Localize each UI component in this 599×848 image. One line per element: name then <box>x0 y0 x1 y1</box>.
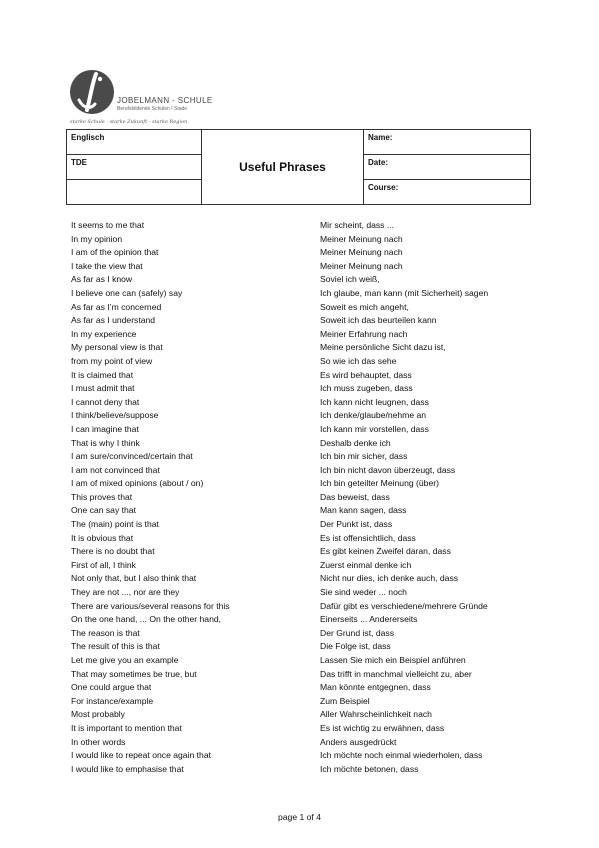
phrase-row <box>71 396 531 410</box>
phrase-row <box>71 736 531 750</box>
phrase-german: Es wird behauptet, dass <box>320 369 412 380</box>
phrase-english: The reason is that <box>71 627 140 638</box>
phrase-english: As far as I know <box>71 274 133 285</box>
phrase-german: Sie sind weder ... noch <box>320 587 407 598</box>
phrase-german: Ich möchte betonen, dass <box>320 763 419 774</box>
logo-slogan: starke Schule - starke Zukunft - starke Region <box>70 119 188 125</box>
phrase-german: Es ist offensichtlich, dass <box>320 532 416 543</box>
phrase-english: They are not ..., nor are they <box>71 587 180 598</box>
phrase-english: I believe one can (safely) say <box>71 287 183 298</box>
phrase-row <box>71 640 531 654</box>
name-field[interactable] <box>364 130 531 155</box>
phrase-english: On the one hand, ... On the other hand, <box>71 614 222 625</box>
phrase-german: Soweit ich das beurteilen kann <box>320 315 437 326</box>
phrase-german: Es gibt keinen Zweifel daran, dass <box>320 546 451 557</box>
phrase-german: Aller Wahrscheinlichkeit nach <box>320 709 432 720</box>
phrase-german: Soviel ich weiß, <box>320 274 380 285</box>
phrase-german: Der Grund ist, dass <box>320 627 395 638</box>
logo-school-subtitle: Berufsbildende Schulen I Stade <box>117 106 188 112</box>
phrase-english: My personal view is that <box>71 342 163 353</box>
phrase-row <box>71 695 531 709</box>
class-label: TDE <box>71 158 87 167</box>
phrase-german: Zum Beispiel <box>320 695 370 706</box>
phrase-row <box>71 654 531 668</box>
phrase-english: As far as I understand <box>71 315 156 326</box>
phrase-english: One could argue that <box>71 682 152 693</box>
class-cell <box>67 155 202 180</box>
phrase-row <box>71 233 531 247</box>
phrase-german: Meine persönliche Sicht dazu ist, <box>320 342 446 353</box>
phrase-row <box>71 749 531 763</box>
phrase-english: I cannot deny that <box>71 396 140 407</box>
phrase-german: Dafür gibt es verschiedene/mehrere Gründe <box>320 600 488 611</box>
phrase-row <box>71 409 531 423</box>
phrase-english: I would like to repeat once again that <box>71 750 211 761</box>
phrase-row <box>71 600 531 614</box>
school-logo <box>70 70 213 128</box>
phrase-german: Nicht nur dies, ich denke auch, dass <box>320 573 459 584</box>
phrase-german: Die Folge ist, dass <box>320 641 391 652</box>
phrase-english: There are various/several reasons for this <box>71 600 230 611</box>
header-table <box>66 129 531 205</box>
phrase-row <box>71 260 531 274</box>
phrase-english: The result of this is that <box>71 641 160 652</box>
phrase-german: Es ist wichtig zu erwähnen, dass <box>320 722 445 733</box>
phrase-english: It is claimed that <box>71 369 134 380</box>
phrase-row <box>71 491 531 505</box>
date-label: Date: <box>368 158 389 167</box>
logo-emblem-icon <box>70 70 114 114</box>
phrase-row <box>71 287 531 301</box>
phrase-row <box>71 708 531 722</box>
phrase-english: As far as I’m concerned <box>71 301 162 312</box>
phrase-row <box>71 477 531 491</box>
name-label: Name: <box>368 133 393 142</box>
phrase-row <box>71 355 531 369</box>
phrase-german: Ich glaube, man kann (mit Sicherheit) sagen <box>320 287 489 298</box>
phrase-german: Meiner Meinung nach <box>320 233 403 244</box>
phrase-english: Not only that, but I also think that <box>71 573 197 584</box>
phrase-english: It seems to me that <box>71 220 145 230</box>
subject-label: Englisch <box>71 133 105 142</box>
phrase-english: from my point of view <box>71 355 153 366</box>
phrase-row <box>71 246 531 260</box>
phrase-english: In other words <box>71 736 126 747</box>
phrase-row <box>71 613 531 627</box>
phrase-row <box>71 504 531 518</box>
phrase-german: Man kann sagen, dass <box>320 505 407 516</box>
phrase-row <box>71 369 531 383</box>
phrase-row <box>71 464 531 478</box>
phrase-german: Ich kann nicht leugnen, dass <box>320 396 429 407</box>
phrase-english: I must admit that <box>71 383 135 394</box>
phrase-row <box>71 572 531 586</box>
phrase-row <box>71 586 531 600</box>
phrase-english: I take the view that <box>71 260 143 271</box>
phrase-german: Lassen Sie mich ein Beispiel anführen <box>320 655 466 665</box>
phrase-german: Zuerst einmal denke ich <box>320 559 412 570</box>
phrase-english: One can say that <box>71 505 136 516</box>
phrase-english: The (main) point is that <box>71 519 159 530</box>
phrase-german: Man könnte entgegnen, dass <box>320 682 431 693</box>
phrase-row <box>71 722 531 736</box>
phrase-german: Ich bin geteilter Meinung (über) <box>320 478 439 489</box>
phrase-row <box>71 382 531 396</box>
phrase-german: Der Punkt ist, dass <box>320 519 393 530</box>
phrase-english: That is why I think <box>71 437 140 448</box>
phrase-english: I am not convinced that <box>71 464 160 475</box>
phrase-row <box>71 437 531 451</box>
phrase-english: In my opinion <box>71 233 123 244</box>
phrase-english: I think/believe/suppose <box>71 410 159 421</box>
phrase-german: Meiner Meinung nach <box>320 260 403 271</box>
phrase-german: Meiner Meinung nach <box>320 247 403 258</box>
phrase-row <box>71 627 531 641</box>
course-field[interactable] <box>364 180 531 205</box>
phrase-german: Meiner Erfahrung nach <box>320 328 408 339</box>
phrase-english: Most probably <box>71 709 125 720</box>
page-title: Useful Phrases <box>202 130 364 205</box>
phrase-english: I am sure/convinced/certain that <box>71 451 193 462</box>
phrase-row <box>71 559 531 573</box>
phrase-list <box>71 219 531 776</box>
logo-school-name: JOBELMANN - SCHULE <box>117 96 213 105</box>
phrase-english: I would like to emphasise that <box>71 763 184 774</box>
phrase-german: Das beweist, dass <box>320 491 390 502</box>
course-label: Course: <box>368 183 399 192</box>
phrase-english: Let me give you an example <box>71 655 179 665</box>
phrase-row <box>71 668 531 682</box>
phrase-row <box>71 450 531 464</box>
phrase-row <box>71 518 531 532</box>
phrase-english: That may sometimes be true, but <box>71 668 197 679</box>
phrase-german: Das trifft in manchmal vielleicht zu, aber <box>320 668 472 679</box>
phrase-german: Ich denke/glaube/nehme an <box>320 410 427 421</box>
phrase-german: Ich möchte noch einmal wiederholen, dass <box>320 750 483 761</box>
phrase-german: Deshalb denke ich <box>320 437 391 448</box>
page-number: page 1 of 4 <box>277 812 321 822</box>
phrase-english: It is obvious that <box>71 532 134 543</box>
phrase-german: Ich kann mir vorstellen, dass <box>320 423 429 434</box>
phrase-row <box>71 681 531 695</box>
phrase-german: Ich muss zugeben, dass <box>320 383 413 394</box>
phrase-english: First of all, I think <box>71 559 136 570</box>
phrase-english: There is no doubt that <box>71 546 155 557</box>
phrase-row <box>71 314 531 328</box>
phrase-row <box>71 301 531 315</box>
phrase-english: For instance/example <box>71 695 154 706</box>
phrase-german: Anders ausgedrückt <box>320 736 397 747</box>
phrase-german: Einerseits ... Andererseits <box>320 614 418 625</box>
phrase-german: Ich bin mir sicher, dass <box>320 451 408 462</box>
phrase-row <box>71 328 531 342</box>
phrase-english: I can imagine that <box>71 423 139 434</box>
phrase-row <box>71 219 531 233</box>
phrase-german: Mir scheint, dass ... <box>320 220 395 230</box>
phrase-english: This proves that <box>71 491 133 502</box>
phrase-row <box>71 273 531 287</box>
phrase-german: So wie ich das sehe <box>320 355 397 366</box>
subject-cell <box>67 130 202 155</box>
phrase-english: I am of mixed opinions (about / on) <box>71 478 204 489</box>
phrase-row <box>71 545 531 559</box>
phrase-row <box>71 423 531 437</box>
phrase-german: Soweit es mich angeht, <box>320 301 409 312</box>
phrase-english: In my experience <box>71 328 137 339</box>
phrase-english: It is important to mention that <box>71 722 182 733</box>
phrase-row <box>71 341 531 355</box>
phrase-row <box>71 532 531 546</box>
phrase-row <box>71 763 531 777</box>
phrase-english: I am of the opinion that <box>71 247 159 258</box>
empty-cell <box>67 180 202 205</box>
phrase-german: Ich bin nicht davon überzeugt, dass <box>320 464 456 475</box>
date-field[interactable] <box>364 155 531 180</box>
